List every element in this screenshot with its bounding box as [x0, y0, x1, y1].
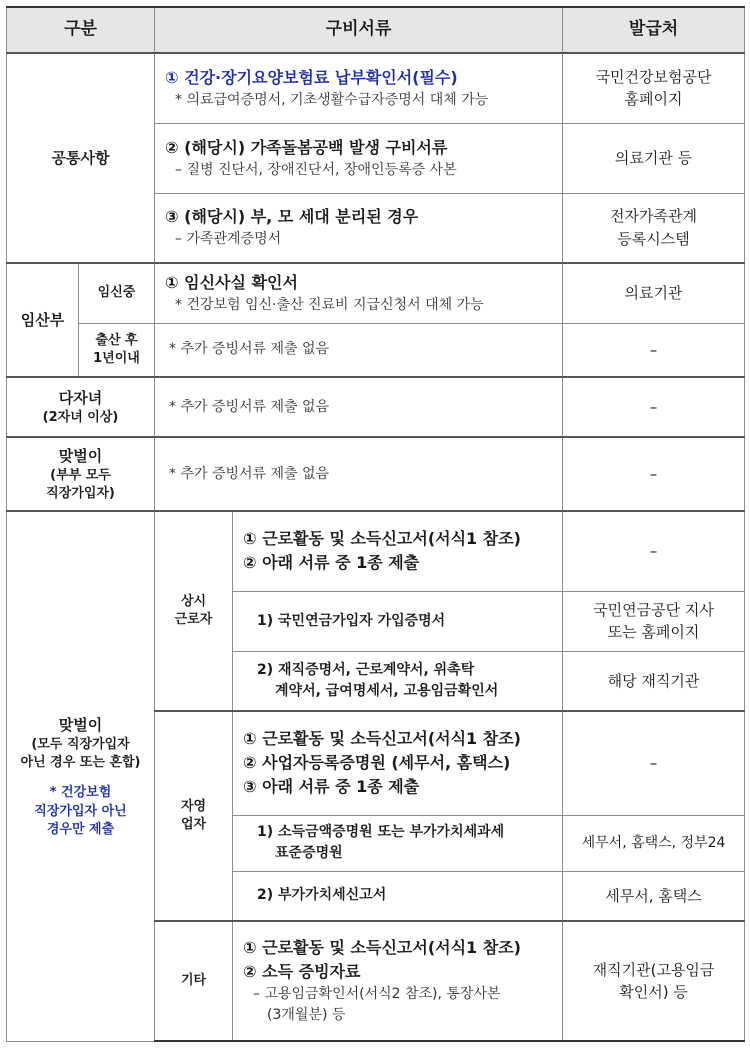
- pregnant-during-label: 임신중: [79, 263, 155, 323]
- doc-line: ② 사업자등록증명원 (세무서, 홈택스): [243, 753, 511, 773]
- note-line: 경우만 제출: [46, 821, 115, 837]
- doc-cell: [155, 323, 563, 377]
- doc-line: 2) 부가가치세신고서: [257, 887, 387, 904]
- doc-line: 계약서, 급여명세서, 고용임금확인서: [275, 682, 499, 699]
- doc-line: ③ 아래 서류 중 1종 제출: [243, 777, 420, 797]
- doc-line: – 고용임금확인서(서식2 참조), 통장사본: [253, 986, 501, 1002]
- label-line: 1년이내: [93, 350, 140, 366]
- issuer-line: 국민건강보험공단: [595, 67, 712, 86]
- label-line: 맞벌이: [58, 715, 103, 734]
- common-label: 공통사항: [7, 53, 155, 263]
- pregnant-after-note: * 추가 증빙서류 제출 없음: [169, 341, 330, 358]
- label-line: 출산 후: [95, 332, 138, 348]
- doc-line: ① 근로활동 및 소득신고서(서식1 참조): [243, 729, 521, 749]
- issuer-cell: [563, 921, 745, 1041]
- common-item-3-note: – 가족관계증명서: [175, 231, 282, 248]
- table-row: [7, 323, 745, 377]
- table-row: [7, 377, 745, 437]
- issuer-cell: –: [563, 511, 745, 591]
- issuer-cell: [563, 53, 745, 123]
- label-line: 다자녀: [58, 388, 103, 407]
- doc-cell: [233, 651, 563, 711]
- dual-income-2-label: [7, 511, 155, 1041]
- issuer-cell: –: [563, 323, 745, 377]
- label-line: 업자: [180, 817, 207, 832]
- common-item-1-note: * 의료급여증명서, 기초생활수급자증명서 대체 가능: [175, 91, 489, 108]
- pregnant-during-note: * 건강보험 임신·출산 진료비 지급신청서 대체 가능: [175, 296, 484, 313]
- dual-income-1-label: [7, 437, 155, 511]
- doc-cell: [155, 123, 563, 193]
- doc-line: 표준증명원: [275, 845, 343, 861]
- issuer-line: 또는 홈페이지: [607, 623, 700, 641]
- label-line: (부부 모두: [50, 468, 111, 484]
- other-label: 기타: [155, 921, 233, 1041]
- label-line: 근로자: [174, 612, 213, 627]
- header-category: 구분: [7, 7, 155, 53]
- common-item-1-title: ① 건강·장기요양보험료 납부확인서(필수): [165, 67, 458, 87]
- label-line: 상시: [180, 593, 207, 609]
- issuer-line: 재직기관(고용임금: [592, 960, 715, 979]
- doc-line: (3개월분) 등: [267, 1007, 346, 1023]
- label-line: (2자녀 이상): [42, 410, 119, 426]
- pregnant-during-title: ① 임신사실 확인서: [165, 272, 298, 292]
- label-line: (모두 직장가입자: [31, 737, 130, 753]
- doc-cell: [233, 815, 563, 871]
- doc-cell: [155, 377, 563, 437]
- label-line: 아닌 경우 또는 혼합): [20, 755, 141, 771]
- table-row: [7, 53, 745, 123]
- note-line: 직장가입자 아닌: [34, 803, 127, 819]
- doc-line: ① 근로활동 및 소득신고서(서식1 참조): [243, 529, 521, 549]
- self-employed-label: [155, 711, 233, 921]
- required-documents-table: [6, 6, 745, 1042]
- common-item-3-title: ③ (해당시) 부, 모 세대 분리된 경우: [165, 207, 419, 227]
- common-item-2-note: – 질병 진단서, 장애진단서, 장애인등록증 사본: [175, 161, 457, 178]
- issuer-cell: 해당 재직기관: [563, 651, 745, 711]
- doc-line: 1) 소득금액증명원 또는 부가가치세과세: [257, 824, 505, 840]
- issuer-line: 확인서) 등: [619, 983, 688, 1001]
- regular-worker-label: [155, 511, 233, 711]
- header-issuer: 발급처: [563, 7, 745, 53]
- multi-child-label: [7, 377, 155, 437]
- issuer-cell: –: [563, 377, 745, 437]
- issuer-line: 전자가족관계: [610, 207, 697, 226]
- doc-cell: [233, 711, 563, 815]
- doc-cell: [155, 53, 563, 123]
- header-documents: 구비서류: [155, 7, 563, 53]
- issuer-line: 등록시스템: [617, 229, 690, 248]
- table-row: [7, 263, 745, 323]
- doc-cell: [233, 511, 563, 591]
- label-line: 자영: [180, 798, 207, 814]
- issuer-cell: 의료기관: [563, 263, 745, 323]
- doc-line: 1) 국민연금가입자 가입증명서: [257, 612, 446, 629]
- issuer-line: 의료기관 등: [614, 148, 693, 167]
- doc-line: ② 소득 증빙자료: [243, 962, 361, 981]
- issuer-cell: [563, 123, 745, 193]
- doc-line: 2) 재직증명서, 근로계약서, 위촉탁: [257, 661, 475, 678]
- common-item-2-title: ② (해당시) 가족돌봄공백 발생 구비서류: [165, 137, 448, 157]
- document-table-wrapper: [6, 6, 744, 1042]
- doc-cell: [155, 263, 563, 323]
- issuer-cell: [563, 193, 745, 263]
- multi-child-note: * 추가 증빙서류 제출 없음: [169, 398, 330, 415]
- doc-cell: [233, 921, 563, 1041]
- pregnant-after-label: [79, 323, 155, 377]
- header-row: [7, 7, 745, 53]
- pregnant-label: 임산부: [7, 263, 79, 377]
- doc-cell: [155, 193, 563, 263]
- dual-income-1-note: * 추가 증빙서류 제출 없음: [169, 465, 330, 482]
- doc-cell: [233, 591, 563, 651]
- note-line: * 건강보험: [49, 785, 112, 801]
- issuer-cell: –: [563, 437, 745, 511]
- issuer-line: 홈페이지: [624, 90, 683, 109]
- issuer-cell: –: [563, 711, 745, 815]
- doc-line: ① 근로활동 및 소득신고서(서식1 참조): [243, 938, 521, 957]
- doc-line: ② 아래 서류 중 1종 제출: [243, 553, 420, 573]
- label-line: 직장가입자): [46, 486, 115, 502]
- issuer-cell: [563, 591, 745, 651]
- doc-cell: [155, 437, 563, 511]
- issuer-cell: 세무서, 홈택스: [563, 871, 745, 921]
- table-row: [7, 511, 745, 591]
- issuer-cell: 세무서, 홈택스, 정부24: [563, 815, 745, 871]
- label-line: 맞벌이: [58, 446, 103, 465]
- issuer-line: 국민연금공단 지사: [593, 600, 714, 619]
- doc-cell: [233, 871, 563, 921]
- table-row: [7, 437, 745, 511]
